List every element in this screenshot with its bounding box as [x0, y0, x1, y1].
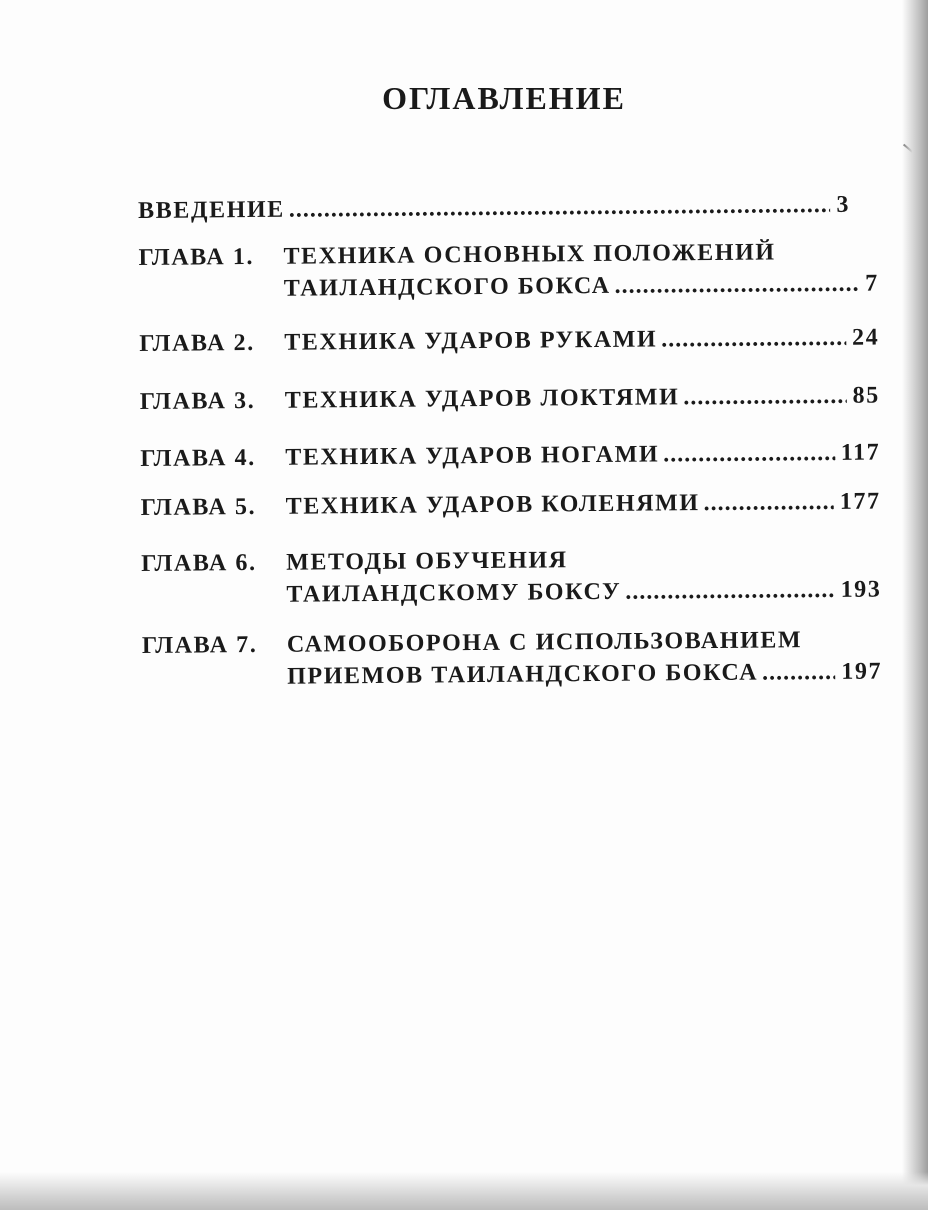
chapter-title-last-line	[285, 380, 880, 417]
chapter-page-number: 24	[851, 324, 880, 351]
chapter-title-line: ТЕХНИКА УДАРОВ ЛОКТЯМИ	[284, 384, 680, 414]
chapter-page-number: 7	[865, 270, 879, 297]
toc-entry-chapter-2	[139, 322, 879, 360]
toc-entry-chapter-7	[142, 624, 883, 694]
toc-entry-chapter-6	[141, 542, 882, 612]
chapter-title	[287, 624, 883, 693]
chapter-number: ГЛАВА 3.	[139, 387, 256, 415]
chapter-page-number: 177	[839, 488, 881, 515]
chapter-page-number: 85	[852, 382, 880, 409]
chapter-title-line: ТЕХНИКА УДАРОВ РУКАМИ	[284, 326, 658, 356]
chapter-title-line: ТЕХНИКА ОСНОВНЫХ ПОЛОЖЕНИЙ	[283, 239, 776, 270]
dot-leader	[661, 322, 846, 356]
chapter-number: ГЛАВА 5.	[140, 493, 257, 521]
dot-leader	[625, 574, 835, 608]
dot-leader	[663, 437, 835, 470]
toc-entry-intro	[138, 192, 850, 225]
chapter-title-line: ТАИЛАНДСКОМУ БОКСУ	[286, 578, 622, 608]
table-of-contents	[138, 191, 883, 690]
chapter-title	[285, 380, 880, 417]
chapter-page-number: 117	[840, 439, 881, 466]
page-title: ОГЛАВЛЕНИЕ	[382, 80, 626, 116]
chapter-page-number: 197	[841, 658, 883, 685]
chapter-title	[285, 437, 880, 474]
chapter-title	[286, 486, 881, 523]
chapter-title-last-line	[284, 322, 879, 359]
chapter-title-line: ПРИЕМОВ ТАИЛАНДСКОГО БОКСА	[287, 659, 759, 690]
dot-leader	[703, 486, 834, 519]
chapter-title-line: САМООБОРОНА С ИСПОЛЬЗОВАНИЕМ	[286, 627, 803, 658]
page-edge-shadow	[902, 0, 928, 1210]
chapter-title-line: ТАИЛАНДСКОГО БОКСА	[283, 272, 611, 302]
dot-leader	[614, 268, 859, 302]
dot-leader	[289, 192, 831, 224]
chapter-title-last-line	[285, 437, 880, 474]
chapter-title-last-line	[287, 656, 882, 693]
intro-label: ВВЕДЕНИЕ	[138, 196, 285, 224]
intro-page-number: 3	[836, 191, 851, 218]
dot-leader	[762, 656, 836, 689]
chapter-number: ГЛАВА 1.	[138, 243, 255, 271]
chapter-page-number: 193	[840, 576, 882, 603]
chapter-number: ГЛАВА 7.	[141, 631, 258, 659]
toc-entry-chapter-3	[140, 380, 880, 418]
chapter-title-last-line	[286, 574, 881, 611]
toc-entry-chapter-5	[141, 486, 881, 524]
chapter-number: ГЛАВА 2.	[139, 329, 255, 357]
chapter-number: ГЛАВА 4.	[140, 444, 256, 472]
chapter-title-last-line	[286, 486, 881, 523]
chapter-title	[286, 542, 882, 611]
chapter-title-line: МЕТОДЫ ОБУЧЕНИЯ	[286, 547, 568, 576]
toc-entry-chapter-4	[140, 437, 880, 475]
chapter-title-last-line	[284, 268, 879, 305]
chapter-title	[283, 236, 879, 305]
toc-entry-chapter-1	[138, 236, 879, 306]
chapter-title	[284, 322, 879, 359]
chapter-title-line: ТЕХНИКА УДАРОВ КОЛЕНЯМИ	[285, 490, 700, 520]
dot-leader	[683, 380, 847, 413]
chapter-number: ГЛАВА 6.	[141, 549, 257, 577]
page-bottom-shadow	[0, 1172, 928, 1210]
chapter-title-line: ТЕХНИКА УДАРОВ НОГАМИ	[285, 441, 660, 471]
